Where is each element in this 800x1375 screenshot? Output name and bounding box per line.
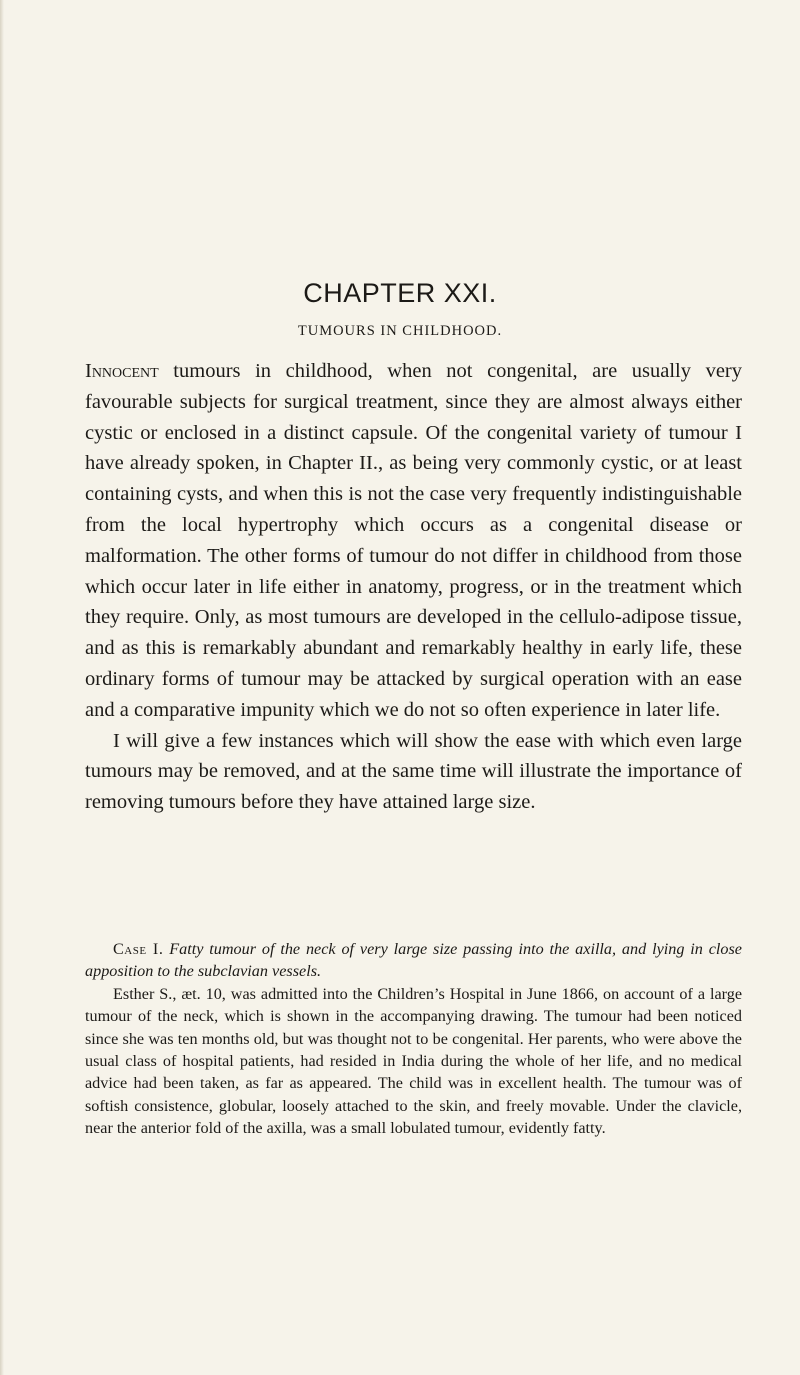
chapter-title: CHAPTER XXI. xyxy=(303,278,497,308)
case-heading xyxy=(85,938,742,983)
page-gutter-shadow xyxy=(0,0,4,1375)
case-label: Case I. xyxy=(113,940,164,958)
case-section xyxy=(85,938,742,1140)
case-description: Fatty tumour of the neck of very large size passing into the axilla, and lying in close apposition to the subclavian vessels. xyxy=(85,940,742,981)
chapter-subtitle: TUMOURS IN CHILDHOOD. xyxy=(297,323,503,339)
paragraph-1 xyxy=(85,356,742,726)
lead-word: Innocent xyxy=(85,360,159,382)
case-body: Esther S., æt. 10, was admitted into the Children’s Hospital in June 1866, on account of a large tumour of the neck, which is shown in the accompanying drawing. The tumour had been noticed since she was ten months old, but was thought not to be congenital. Her parents, who were above the usual class of hospital patients, had resided in India during the whole of her life, and no medical advice had been taken, as far as appeared. The child was in excellent health. The tumour was of softish consistence, globular, loosely attached to the skin, and freely movable. Under the clavicle, near the anterior fold of the axilla, was a small lobulated tumour, evidently fatty. xyxy=(85,984,742,1138)
paragraph-1-text: tumours in childhood, when not congenital, are usually very favourable subjects for surgical treatment, since they are almost always either cystic or enclosed in a distinct capsule. Of the congenital variety of tumour I have already spoken, in Chapter II., as being very commonly cystic, or at least containing cysts, and when this is not the case very frequently indistinguishable from the local hypertrophy which occurs as a congenital disease or malformation. The other forms of tumour do not differ in childhood from those which occur later in life either in anatomy, progress, or in the treatment which they require. Only, as most tumours are developed in the cellulo-adipose tissue, and as this is remarkably abundant and remarkably healthy in early life, these ordinary forms of tumour may be attacked by surgical operation with an ease and a comparative impunity which we do not so often experience in later life. xyxy=(85,360,742,721)
paragraph-2: I will give a few instances which will show the ease with which even large tumours may be removed, and at the same time will illustrate the importance of removing tumours before they have attained large size. xyxy=(85,729,742,814)
main-text xyxy=(85,356,742,818)
